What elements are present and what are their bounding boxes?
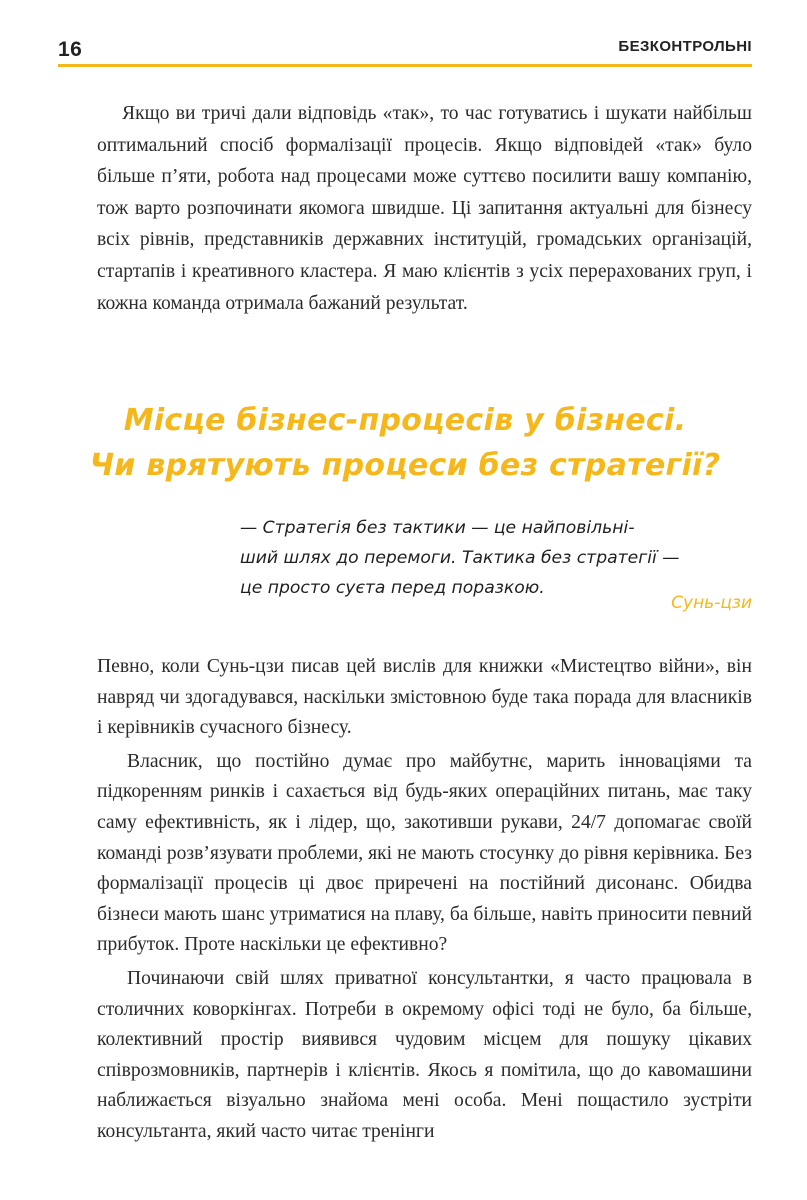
page-number: 16 bbox=[58, 38, 83, 61]
epigraph-line-3: це просто суєта перед поразкою. bbox=[240, 578, 545, 598]
epigraph-author: Сунь-цзи bbox=[671, 593, 752, 613]
body-text bbox=[97, 652, 752, 1151]
body-paragraph-1: Певно, коли Сунь-цзи писав цей вислів для книжки «Мистецтво війни», він навряд чи здогадувався, наскільки змістовною буде така порада для власників і керівників сучасного бізнесу. bbox=[97, 656, 752, 739]
epigraph-quote bbox=[240, 513, 752, 603]
epigraph-line-2: ший шлях до перемоги. Тактика без стратегії — bbox=[240, 548, 680, 568]
page-header bbox=[58, 36, 752, 64]
body-paragraph-3: Починаючи свій шлях приватної консультантки, я часто працювала в столичних коворкінгах. Потреби в окремому офісі тоді не було, ба більше, колективний простір виявився чудовим місцем для пошуку цікавих співрозмовників, партнерів і клієнтів. Якось я помітила, що до кавомашини наближається візуально знайома мені особа. Мені пощастило зустріти консультанта, який часто читає тренінги bbox=[97, 967, 752, 1142]
section-heading-line-1: Місце бізнес-процесів у бізнесі. bbox=[123, 403, 687, 438]
section-heading-line-2: Чи врятують процеси без стратегії? bbox=[89, 448, 721, 483]
running-title: БЕЗКОНТРОЛЬНІ bbox=[618, 38, 752, 55]
section-heading bbox=[58, 398, 752, 488]
body-paragraph-2: Власник, що постійно думає про майбутнє, марить інноваціями та підкоренням ринків і сахається від будь-яких операційних питань, має таку саму ефективність, як і лідер, що, закотивши рукави, 24/7 допомагає своїй команді розв’язувати проблеми, які не мають стосунку до рівня керівника. Без формалізації процесів ці двоє приречені на постійний дисонанс. Обидва бізнеси мають шанс утриматися на плаву, ба більше, навіть приносити певний прибуток. Проте наскільки це ефективно? bbox=[97, 750, 752, 956]
epigraph-line-1: — Стратегія без тактики — це найповільні- bbox=[240, 518, 635, 538]
intro-paragraph: Якщо ви тричі дали відповідь «так», то час готуватись і шукати найбільш оптимальний спосіб формалізації процесів. Якщо відповідей «так» було більше п’яти, робота над процесами може суттєво посилити вашу компанію, тож варто розпочинати якомога швидше. Ці запитання актуальні для бізнесу всіх рівнів, представників державних інституцій, громадських організацій, стартапів і креативного кластера. Я маю клієнтів з усіх перерахованих груп, і кожна команда отримала бажаний результат. bbox=[97, 103, 752, 314]
header-rule bbox=[58, 64, 752, 67]
